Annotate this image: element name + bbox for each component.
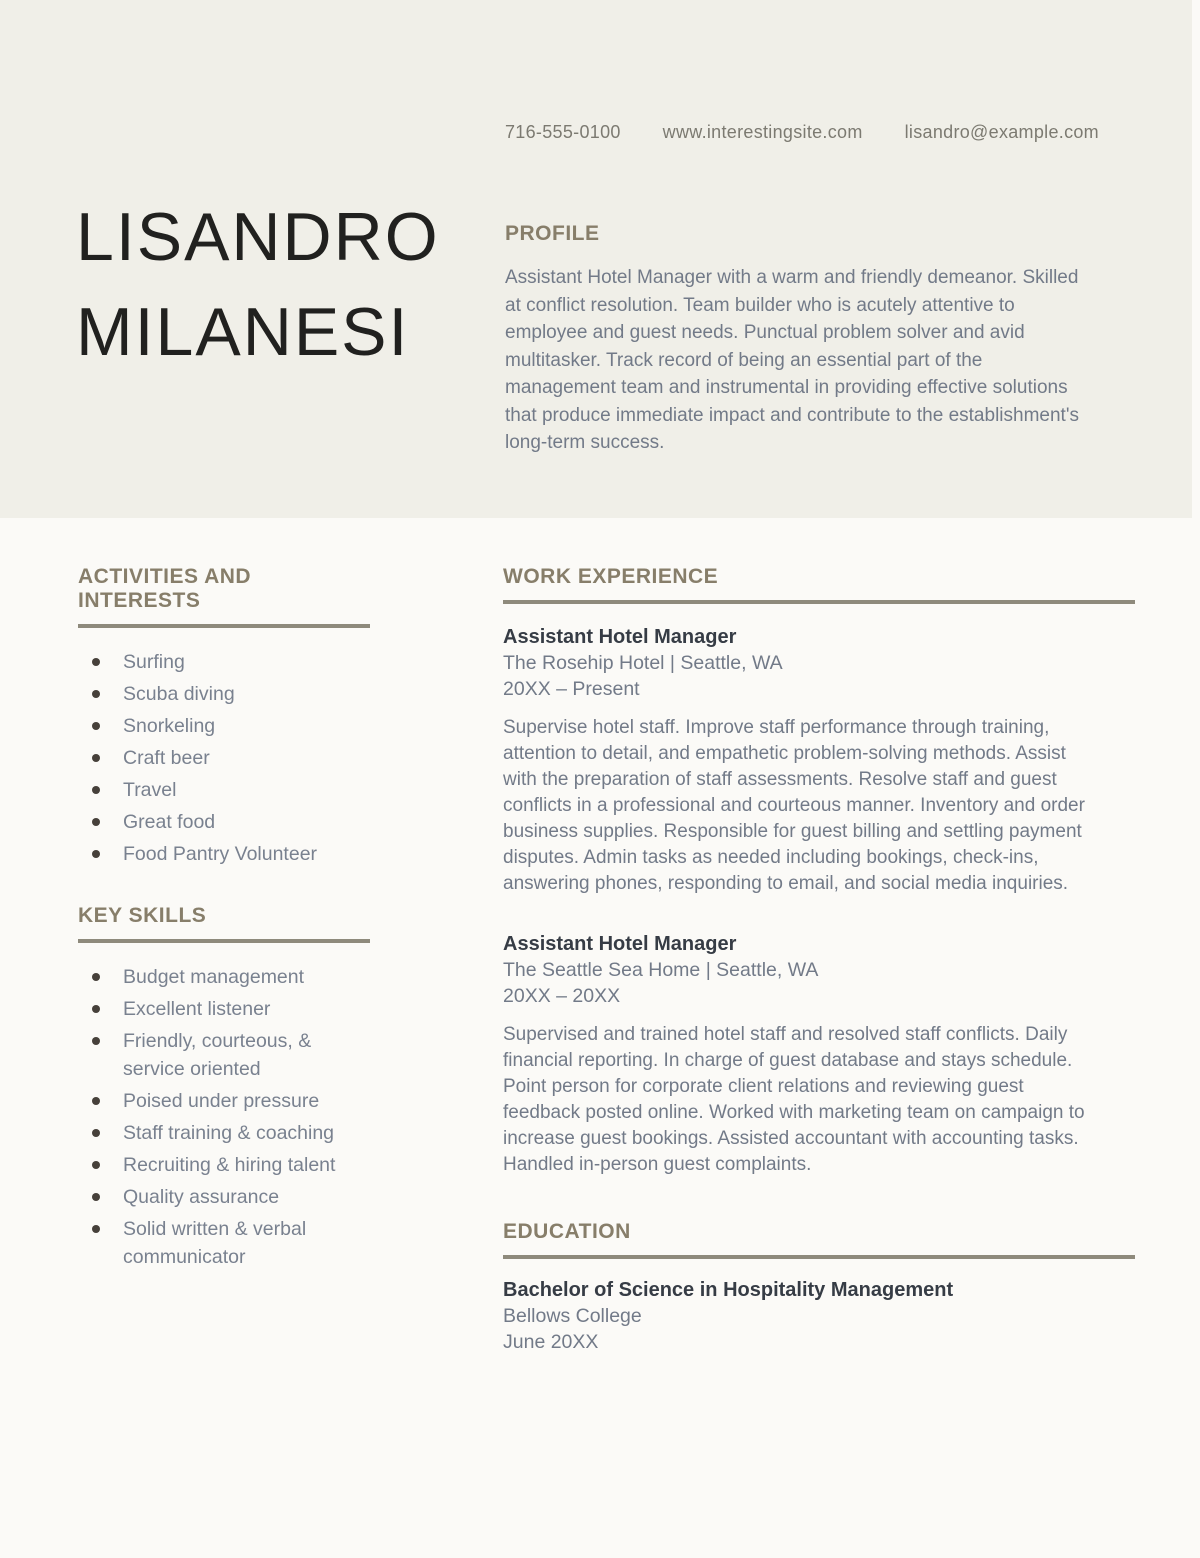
list-item-label: Great food <box>123 811 216 833</box>
list-item-label: Poised under pressure <box>123 1090 320 1112</box>
list-item-label: Food Pantry Volunteer <box>123 843 318 865</box>
job-company: The Rosehip Hotel | Seattle, WA <box>503 652 783 674</box>
list-item-label: Travel <box>123 779 177 801</box>
bullet-icon <box>92 1037 100 1045</box>
bullet-icon <box>92 1097 100 1105</box>
job-entry-1 <box>503 624 1135 897</box>
job-description: Supervise hotel staff. Improve staff performance through training, attention to detail, and empathetic problem-solving methods. Assist with the preparation of staff assessments. Resolve staff and guest conflicts in a professional and courteous manner. Inventory and order business supplies. Responsible for guest billing and settling payment disputes. Admin tasks as needed including bookings, check-ins, answering phones, responding to email, and social media inquiries. <box>503 717 1085 894</box>
activities-list <box>78 648 370 868</box>
list-item <box>78 808 370 836</box>
right-column <box>503 565 1135 1355</box>
phone-number: 716-555-0100 <box>505 122 621 142</box>
job-company: The Seattle Sea Home | Seattle, WA <box>503 959 819 981</box>
skills-rule <box>78 939 370 943</box>
bullet-icon <box>92 1161 100 1169</box>
bullet-icon <box>92 690 100 698</box>
left-column <box>78 565 370 1275</box>
bullet-icon <box>92 973 100 981</box>
bullet-icon <box>92 1129 100 1137</box>
job-description: Supervised and trained hotel staff and resolved staff conflicts. Daily financial reporting. In charge of guest database and stays schedule. Point person for corporate client relations and reviewing guest feedback posted online. Worked with marketing team on campaign to increase guest bookings. Assisted accountant with accounting tasks. Handled in-person guest complaints. <box>503 1024 1085 1175</box>
list-item-label: Craft beer <box>123 747 210 769</box>
profile-section <box>505 222 1093 457</box>
person-name-line2: MILANESI <box>76 294 410 370</box>
list-item <box>78 1183 370 1211</box>
list-item-label: Excellent listener <box>123 998 271 1020</box>
list-item <box>78 1119 370 1147</box>
list-item <box>78 1215 370 1271</box>
job-entry-2 <box>503 931 1135 1178</box>
job-title: Assistant Hotel Manager <box>503 933 737 955</box>
list-item <box>78 995 370 1023</box>
bullet-icon <box>92 786 100 794</box>
list-item-label: Budget management <box>123 966 305 988</box>
list-item-label: Quality assurance <box>123 1186 280 1208</box>
email-address[interactable]: lisandro@example.com <box>904 122 1099 142</box>
education-degree: Bachelor of Science in Hospitality Management <box>503 1279 954 1301</box>
person-name-line1: LISANDRO <box>76 199 440 275</box>
website-link[interactable]: www.interestingsite.com <box>662 122 863 142</box>
bullet-icon <box>92 1005 100 1013</box>
person-name <box>76 190 440 380</box>
list-item <box>78 1087 370 1115</box>
education-section <box>503 1220 1135 1355</box>
activities-rule <box>78 624 370 628</box>
job-dates: 20XX – Present <box>503 678 640 700</box>
bullet-icon <box>92 1193 100 1201</box>
job-dates: 20XX – 20XX <box>503 985 621 1007</box>
header-band <box>0 0 1192 518</box>
skills-list <box>78 963 370 1271</box>
list-item-label: Scuba diving <box>123 683 235 705</box>
profile-text: Assistant Hotel Manager with a warm and friendly demeanor. Skilled at conflict resolution. Team builder who is acutely attentive to employee and guest needs. Punctual problem solver and avid multitasker. Track record of being an essential part of the management team and instrumental in providing effective solutions that produce immediate impact and contribute to the establishment's long-term success. <box>505 267 1079 453</box>
bullet-icon <box>92 754 100 762</box>
list-item <box>78 963 370 991</box>
bullet-icon <box>92 1225 100 1233</box>
education-school: Bellows College <box>503 1305 642 1327</box>
contact-row <box>505 122 1099 143</box>
list-item <box>78 648 370 676</box>
list-item <box>78 1027 370 1083</box>
bullet-icon <box>92 658 100 666</box>
list-item-label: Surfing <box>123 651 185 673</box>
list-item-label: Recruiting & hiring talent <box>123 1154 336 1176</box>
list-item <box>78 776 370 804</box>
profile-heading: PROFILE <box>505 222 600 245</box>
education-rule <box>503 1255 1135 1259</box>
skills-heading: KEY SKILLS <box>78 904 207 927</box>
list-item <box>78 680 370 708</box>
list-item-label: Friendly, courteous, & service oriented <box>123 1030 312 1080</box>
list-item <box>78 744 370 772</box>
list-item-label: Snorkeling <box>123 715 216 737</box>
list-item-label: Solid written & verbal communicator <box>123 1218 307 1268</box>
education-heading: EDUCATION <box>503 1220 631 1243</box>
education-date: June 20XX <box>503 1331 599 1353</box>
experience-rule <box>503 600 1135 604</box>
bullet-icon <box>92 722 100 730</box>
list-item <box>78 712 370 740</box>
activities-heading: ACTIVITIES AND INTERESTS <box>78 565 252 612</box>
list-item <box>78 1151 370 1179</box>
list-item <box>78 840 370 868</box>
bullet-icon <box>92 850 100 858</box>
experience-heading: WORK EXPERIENCE <box>503 565 719 588</box>
bullet-icon <box>92 818 100 826</box>
list-item-label: Staff training & coaching <box>123 1122 335 1144</box>
job-title: Assistant Hotel Manager <box>503 626 737 648</box>
